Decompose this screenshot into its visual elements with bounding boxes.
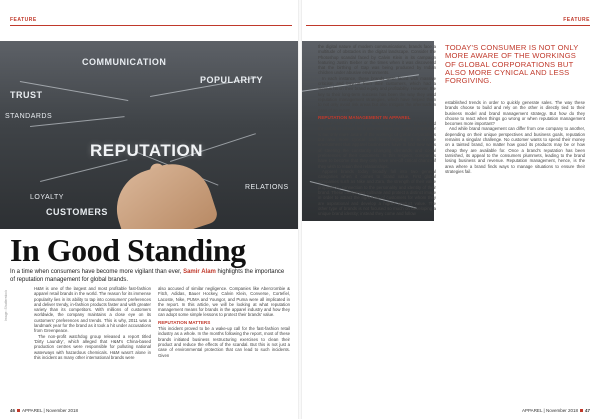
- right-page: [300, 0, 600, 419]
- deck-intro: In a time when consumers have become more vigilant than ever, Samir Alam highlights the importance of reputation management for global brands.: [10, 269, 285, 283]
- paragraph: And while brand management can differ from one company to another, depending on their unique perspectives and business goals, reputation remains a singular challenge. No customer wants to spend their money on a tainted brand, no matter how good its products may be or how cheap they are available for. Once a brand's reputation has been tarnished, its appeal to the consumers plummets, leading to the brand losing business and revenue. Reputation management, hence, is the area where a brand finds ways to manage situations to ensure their strategies fail.: [445, 126, 585, 174]
- photo-credit: Image: Shutterstock: [4, 290, 8, 322]
- hero-image: [0, 41, 300, 229]
- connector-line: [40, 159, 128, 182]
- paragraph: H&M is one of the largest and most profitable fast-fashion apparel retail brands in the world. The reason for its immense popularity lies in its ability to tap into consumers' preferences and deliver trendy, in-fashion products faster and with greater variety than its competitors. With millions of customers worldwide, the company maintains a close eye on its customers' preferences and trends. This is why, 2011 was a landmark year for the brand as it took a hit under accusations from Greenpeace.: [34, 286, 151, 334]
- paragraph: In each instance, these brands were faced with massive criticism and boycott from their customers, which had a serious hit on their brand equity and profitability. However, the key to their long-term success has been the way they used reputation management strategies, which have helped them to not only avoid risk areas but also mitigate the aftermath in case of an event.: [318, 75, 436, 113]
- feature-rule: [10, 25, 292, 26]
- hero-word-standards: STANDARDS: [5, 113, 53, 120]
- body-column-2: [445, 100, 585, 174]
- hero-word-loyalty: LOYALTY: [30, 194, 64, 201]
- page-folio: APPAREL | November 2018 47: [522, 408, 590, 413]
- page-folio: 46 APPAREL | November 2018: [10, 408, 78, 413]
- spine-gutter: [298, 0, 302, 419]
- hero-word-trust: TRUST: [10, 90, 43, 100]
- hero-word-popularity: POPULARITY: [200, 75, 264, 85]
- section-heading: REPUTATION MANAGEMENT IN APPAREL: [318, 114, 411, 120]
- feature-tag: FEATURE: [563, 17, 590, 23]
- paragraph: also accused of similar negligence. Companies like Abercrombie & Fitch, Adidas, Bauer Hockey, Calvin Klein, Converse, Cortefiel, Lacoste, Nike, PUMA and Youngor, and Puma were all implicated in the report. In this article, we will be looking at what reputation management means for brands in the apparel industry and how they can adopt some simple lessons to protect their brands' value.: [158, 286, 290, 318]
- pull-quote: TODAY'S CONSUMER IS NOT ONLY MORE AWARE OF THE WORKINGS OF GLOBAL CORPORATIONS BUT ALSO MORE CYNICAL AND LESS FORGIVING.: [445, 43, 579, 86]
- body-column-1: [34, 286, 151, 360]
- paragraph: The non-profit watchdog group released a report titled 'Dirty Laundry', which alleged that H&M's China-based production centres were responsible for polluting national waterways with hazardous chemicals. H&M wasn't alone in this incident as many other international brands were: [34, 333, 151, 360]
- feature-tag: FEATURE: [10, 17, 37, 23]
- hand: [107, 154, 220, 229]
- author-name: Samir Alam: [183, 269, 216, 275]
- feature-rule: [306, 25, 590, 26]
- hero-word-communication: COMMUNICATION: [82, 57, 167, 67]
- body-column-2: [158, 286, 290, 358]
- hero-word-relations: RELATIONS: [245, 184, 289, 191]
- paragraph: the digital nature of modern communications, brands face a multitude of obstacles in the digital landscape. Consider the Photoshop scandal faced by Calvin Klein in its campaign featuring Justin Bieber or the times when it was discovered that the birthing of Gap was being produced by Indian children under abusive environments.: [318, 44, 436, 76]
- paragraph: established trends in order to quickly generate sales. The way these brands choose to build and rely on the other is directly tied to their business model and brand management strategy. But how do they choose to react when things go wrong or when reputation management becomes more important?: [445, 100, 585, 127]
- paragraph: Apparel brands today broadly fall into two general categories when it comes to brand value. First global companies such as Nike and Zara, the strength of their value proposition, connection to the personality and identity of their brand. These companies cultivate and protect a distinct image in order to attract the right kind of customers for whom they are aspirational and develop a higher product value. The other type of brands is not focused so much on developing a unique brand identity; instead they come and follow: [318, 168, 436, 217]
- section-heading: REPUTATION MATTERS: [158, 319, 211, 325]
- headline: In Good Standing: [10, 232, 246, 268]
- hero-word-customers: CUSTOMERS: [46, 207, 108, 217]
- paragraph: No one can deny that the relationship between brands and the public is critical for business. However, today's consumer is not only more aware of the workings of global corporations but also more cynical and less forgiving. It is in the environment that apparel businesses have to find new ways of steering the constantly changing demands and social preferences of their customers. In this respect, companies have to become that they only have one-off critical chance if they wish to retain their relationships.: [318, 121, 436, 169]
- paragraph: This incident proved to be a wake-up call for the fast-fashion retail industry as a whole. In the months following the report, most of these brands initiated business restructuring exercises to clean their product and reduce the effects of the scandal. But this is not just a case of environmental protection that can lead to such incidents. Given: [158, 326, 290, 358]
- hero-word-reputation: REPUTATION: [90, 141, 203, 160]
- body-column-1: [318, 44, 436, 217]
